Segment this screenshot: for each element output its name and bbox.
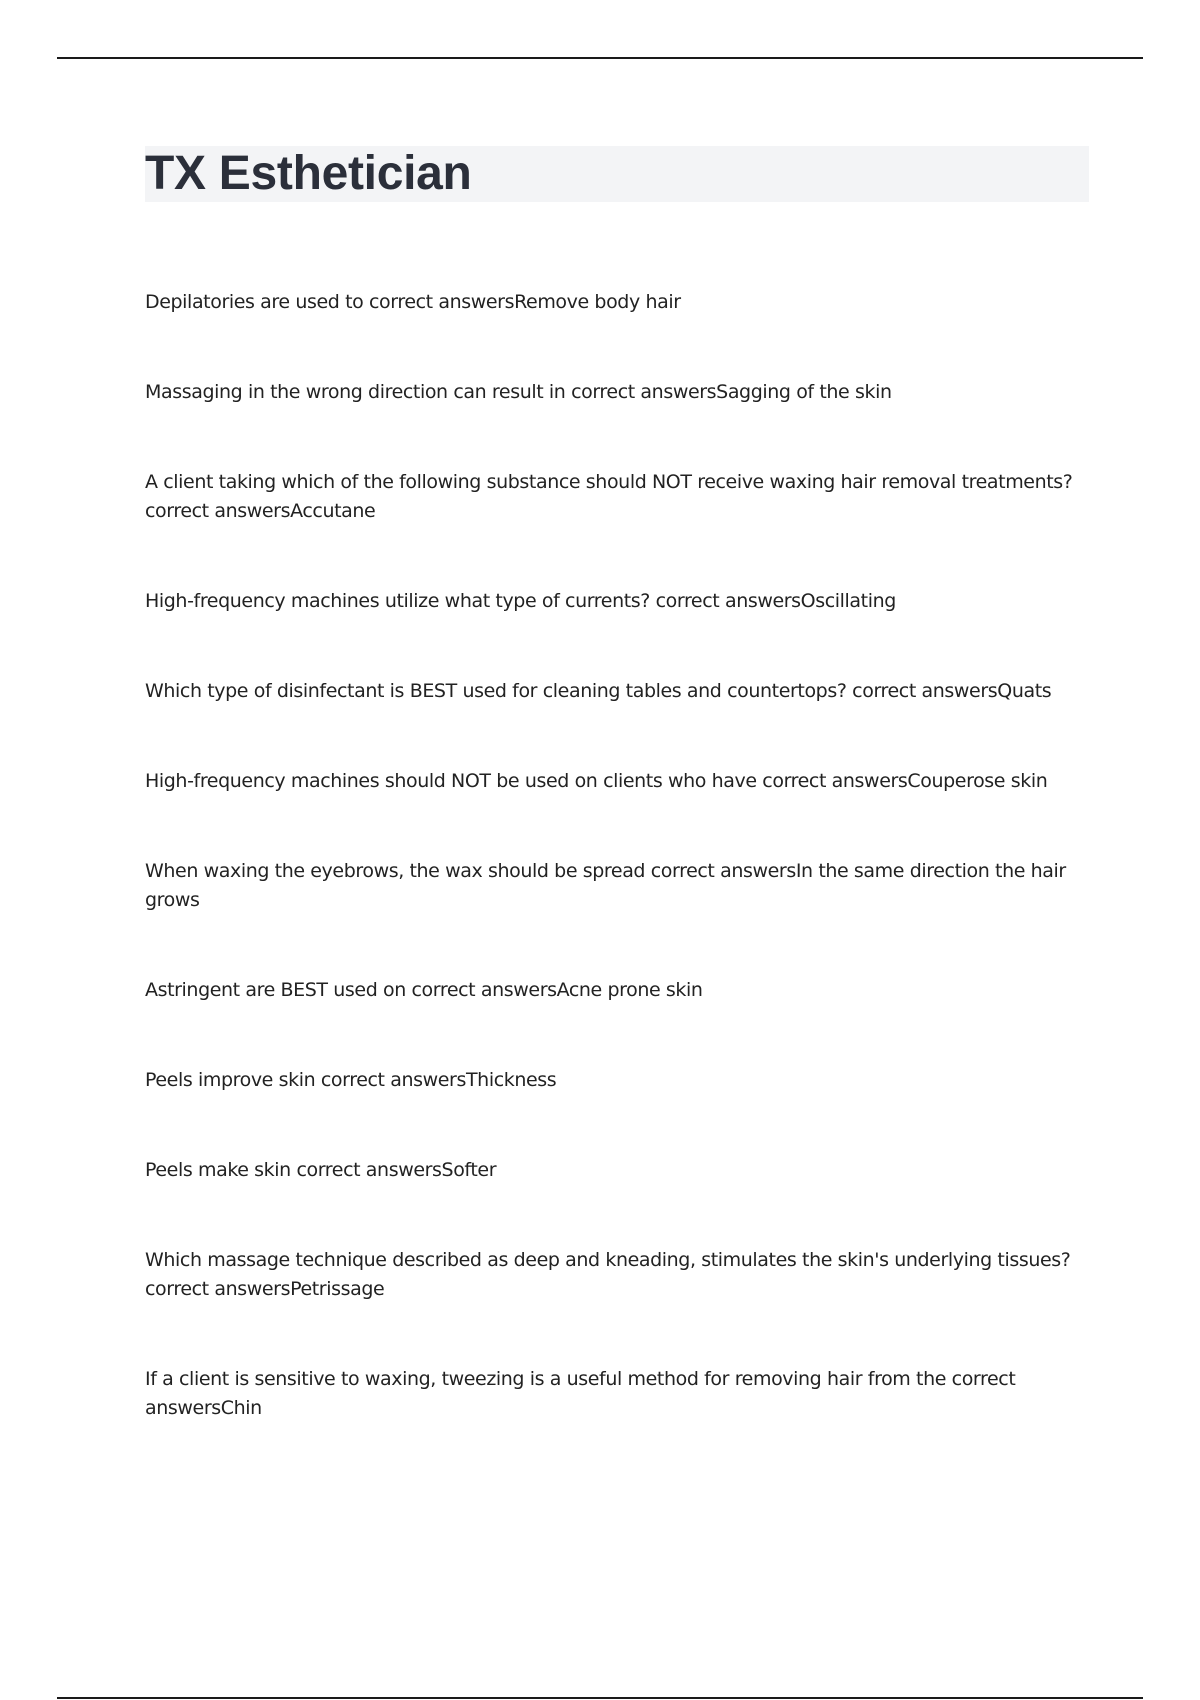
qa-item: Peels improve skin correct answersThickness (145, 1069, 557, 1091)
qa-item: High-frequency machines should NOT be used on clients who have correct answersCouperose skin (145, 770, 1048, 792)
qa-item: Massaging in the wrong direction can result in correct answersSagging of the skin (145, 381, 892, 403)
qa-item: Which type of disinfectant is BEST used for cleaning tables and countertops? correct answersQuats (145, 680, 1052, 702)
bottom-divider (57, 1697, 1143, 1699)
page-title: TX Esthetician (145, 147, 472, 200)
qa-item: Peels make skin correct answersSofter (145, 1159, 497, 1181)
qa-item: Which massage technique described as deep and kneading, stimulates the skin's underlying tissues? correct answersPetrissage (145, 1249, 1071, 1300)
top-divider (57, 57, 1143, 59)
qa-item: If a client is sensitive to waxing, tweezing is a useful method for removing hair from the correct answersChin (145, 1368, 1016, 1419)
qa-item: High-frequency machines utilize what type of currents? correct answersOscillating (145, 590, 896, 612)
qa-item: A client taking which of the following substance should NOT receive waxing hair removal treatments? correct answersAccutane (145, 471, 1073, 522)
qa-item: Depilatories are used to correct answersRemove body hair (145, 291, 681, 313)
qa-item: When waxing the eyebrows, the wax should be spread correct answersIn the same direction the hair grows (145, 860, 1066, 911)
qa-list (145, 288, 1089, 1484)
qa-item: Astringent are BEST used on correct answersAcne prone skin (145, 979, 703, 1001)
